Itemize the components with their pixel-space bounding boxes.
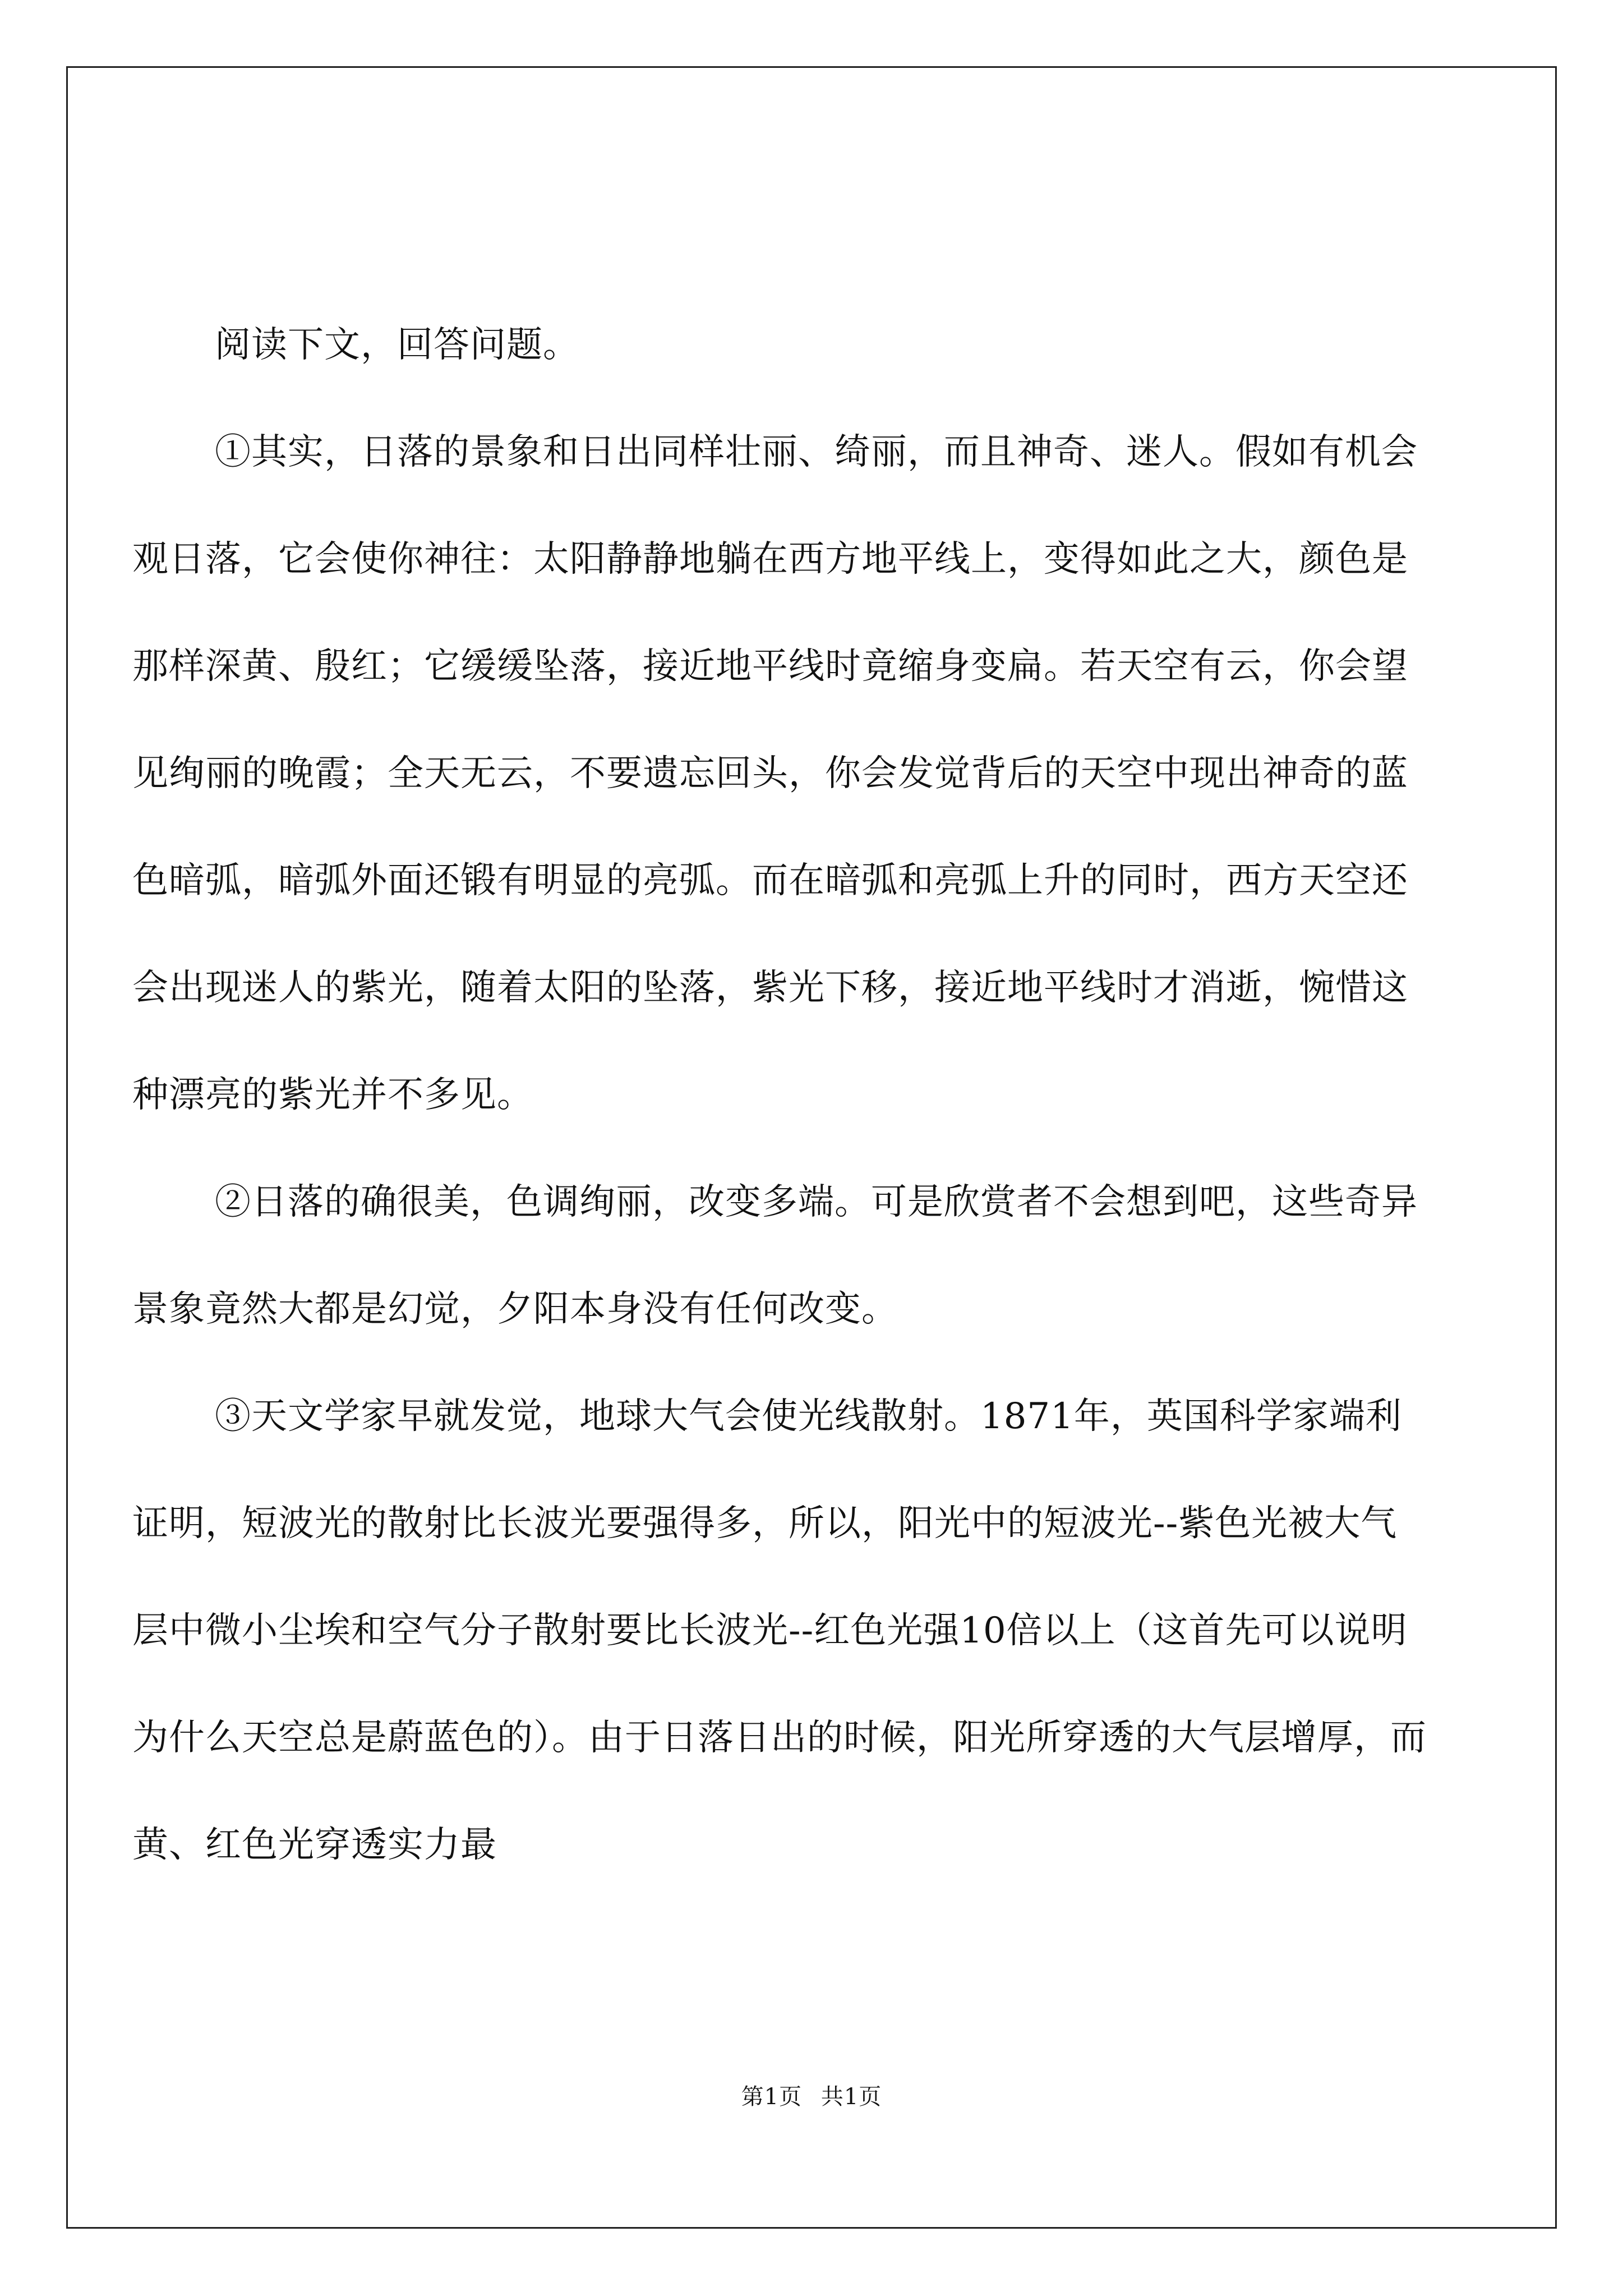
paragraph-1: ①其实，日落的景象和日出同样壮丽、绮丽，而且神奇、迷人。假如有机会观日落，它会使你神往：太阳静静地躺在西方地平线上，变得如此之大，颜色是那样深黄、殷红；它缓缓坠落，接近地平线时竟缩身变扁。若天空有云，你会望见绚丽的晚霞；全天无云，不要遗忘回头，你会发觉背后的天空中现出神奇的蓝色暗弧，暗弧外面还锻有明显的亮弧。而在暗弧和亮弧上升的同时，西方天空还会出现迷人的紫光，随着太阳的坠落，紫光下移，接近地平线时才消逝，惋惜这种漂亮的紫光并不多见。 [132,431,1418,1116]
page-footer [0,2080,1623,2114]
page-total: 共1页 [820,2084,882,2110]
paragraph-intro: 阅读下文，回答问题。 [215,324,579,366]
document-body [132,292,1433,1899]
page-number: 第1页 [741,2084,803,2110]
paragraph-3: ③天文学家早就发觉，地球大气会使光线散射。1871年，英国科学家端利证明，短波光的散射比长波光要强得多，所以，阳光中的短波光--紫色光被大气层中微小尘埃和空气分子散射要比长波光--红色光强10倍以上（这首先可以说明为什么天空总是蔚蓝色的）。由于日落日出的时候，阳光所穿透的大气层增厚，而黄、红色光穿透实力最 [132,1396,1427,1866]
paragraph-2: ②日落的确很美，色调绚丽，改变多端。可是欣赏者不会想到吧，这些奇异景象竟然大都是幻觉，夕阳本身没有任何改变。 [132,1181,1418,1330]
